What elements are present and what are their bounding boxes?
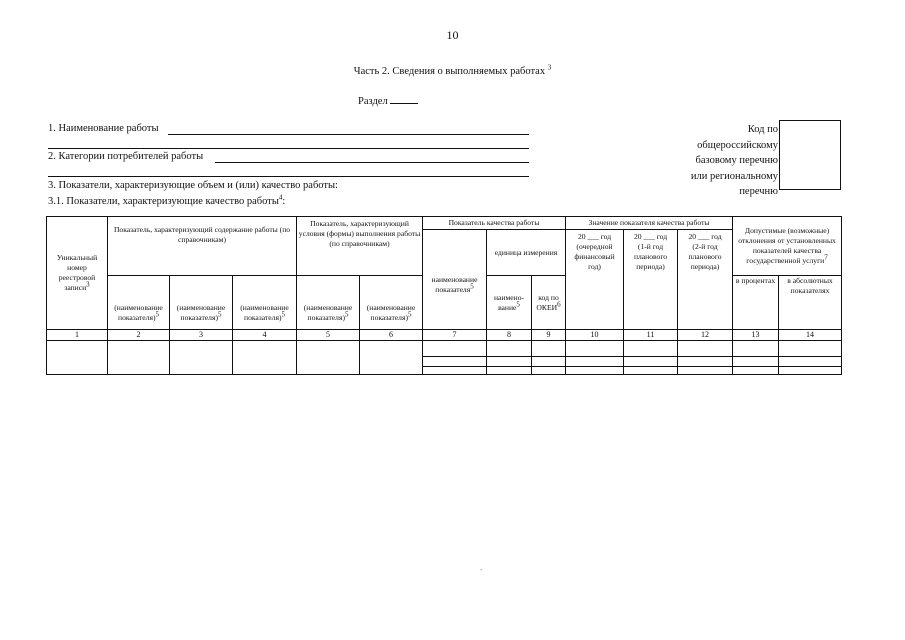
- part-title-text: Часть 2. Сведения о выполняемых работах: [353, 66, 546, 77]
- page-number: 10: [446, 28, 459, 42]
- section-number-blank[interactable]: [390, 94, 418, 104]
- table-cell[interactable]: [233, 341, 297, 375]
- table-cell[interactable]: [624, 341, 678, 357]
- unique-header-text: Уникальный номер реестровой записи: [56, 253, 98, 292]
- conditions-sub-1: [297, 276, 360, 330]
- registry-code-box[interactable]: [779, 120, 841, 190]
- code-label-line: базовому перечню: [695, 155, 778, 166]
- table-cell[interactable]: [532, 367, 566, 375]
- col-number: 3: [170, 330, 233, 341]
- table-cell[interactable]: [779, 357, 842, 367]
- col-number: 13: [733, 330, 779, 341]
- quality-indicators-table: [46, 216, 842, 375]
- okei-header: [532, 276, 566, 330]
- content-sub-3: [233, 276, 297, 330]
- consumer-categories-line[interactable]: [215, 162, 529, 163]
- table-cell[interactable]: [779, 341, 842, 357]
- table-cell[interactable]: [779, 367, 842, 375]
- section-label: Раздел: [358, 96, 388, 107]
- quality-indicators-label: [48, 193, 286, 207]
- percent-header: в процентах: [733, 276, 779, 330]
- code-label-line: Код по: [747, 124, 778, 135]
- table-cell[interactable]: [678, 367, 733, 375]
- table-cell[interactable]: [423, 341, 487, 357]
- conditions-header: Показатель, характеризующий условия (формы) выполнения работы (по справочникам): [297, 217, 423, 276]
- table-cell[interactable]: [423, 357, 487, 367]
- table-cell[interactable]: [487, 367, 532, 375]
- quality-indicators-colon: :: [282, 196, 286, 207]
- table-cell[interactable]: [360, 341, 423, 375]
- year1-year: 20 ___ год: [577, 232, 612, 241]
- col-number: 6: [360, 330, 423, 341]
- sub-indicator-text: (наименование показателя): [366, 303, 416, 322]
- content-header: Показатель, характеризующий содержание работы (по справочникам): [108, 217, 297, 276]
- sub-indicator-text: (наименование показателя): [240, 303, 289, 322]
- table-cell[interactable]: [678, 357, 733, 367]
- work-name-label: 1. Наименование работы: [48, 123, 159, 134]
- table-cell[interactable]: [532, 357, 566, 367]
- col-number: 8: [487, 330, 532, 341]
- table-cell[interactable]: [624, 357, 678, 367]
- table-cell[interactable]: [170, 341, 233, 375]
- section-line: [358, 94, 418, 107]
- content-sub-2: [170, 276, 233, 330]
- col-number: 1: [47, 330, 108, 341]
- table-cell[interactable]: [624, 367, 678, 375]
- year3-year: 20 ___ год: [688, 232, 722, 241]
- deviation-header: [733, 217, 842, 276]
- footnote-ref: 3: [86, 280, 90, 289]
- year2-header: [624, 230, 678, 330]
- value-header: Значение показателя качества работы: [566, 217, 733, 230]
- footnote-ref: 5: [217, 310, 222, 319]
- col-number: 5: [297, 330, 360, 341]
- table-cell[interactable]: [733, 357, 779, 367]
- footnote-ref: 5: [470, 282, 474, 291]
- col-number: 10: [566, 330, 624, 341]
- scan-mark: `: [480, 568, 483, 577]
- table-row: [47, 341, 842, 357]
- footnote-ref: 4: [278, 193, 283, 202]
- code-label-line: общероссийскому: [697, 139, 778, 151]
- footnote-ref: 5: [281, 310, 285, 319]
- indicator-name-text: наименование показателя: [431, 275, 478, 294]
- year1-header: [566, 230, 624, 330]
- quality-header: Показатель качества работы: [423, 217, 566, 230]
- col-number: 2: [108, 330, 170, 341]
- table-cell[interactable]: [566, 367, 624, 375]
- deviation-header-text: Допустимые (возможные) отклонения от установленных показателей качества государственной услуги: [738, 226, 836, 265]
- content-sub-1: [108, 276, 170, 330]
- table-cell[interactable]: [566, 357, 624, 367]
- code-label-line: или региональному: [690, 170, 778, 182]
- col-number: 9: [532, 330, 566, 341]
- table-cell[interactable]: [678, 341, 733, 357]
- year3-header: [678, 230, 733, 330]
- col-number: 14: [779, 330, 842, 341]
- col-number: 12: [678, 330, 733, 341]
- footnote-ref: 5: [155, 310, 159, 319]
- sub-indicator-text: (наименование показателя): [176, 303, 226, 322]
- table-cell[interactable]: [108, 341, 170, 375]
- footnote-ref: 5: [344, 310, 349, 319]
- col-number: 7: [423, 330, 487, 341]
- table-cell[interactable]: [733, 341, 779, 357]
- indicators-label: 3. Показатели, характеризующие объем и (или) качество работы:: [48, 180, 338, 191]
- table-cell[interactable]: [297, 341, 360, 375]
- table-cell[interactable]: [566, 341, 624, 357]
- footnote-ref: 5: [516, 299, 520, 308]
- unit-name-text: наимено-вание: [493, 292, 525, 312]
- table-cell[interactable]: [487, 341, 532, 357]
- col-number: 11: [624, 330, 678, 341]
- footnote-ref: 5: [407, 310, 412, 319]
- table-cell[interactable]: [733, 367, 779, 375]
- table-cell[interactable]: [47, 341, 108, 375]
- footnote-ref: 7: [824, 253, 828, 262]
- year1-desc: (очередной финансовый год): [574, 242, 615, 271]
- indicator-name-header: [423, 230, 487, 330]
- quality-indicators-text: 3.1. Показатели, характеризующие качество работы: [48, 196, 279, 207]
- code-label-line: перечню: [739, 186, 778, 197]
- footnote-ref: 6: [557, 299, 561, 308]
- year2-year: 20 ___ год: [633, 232, 668, 241]
- okei-text: код по ОКЕИ: [536, 292, 559, 312]
- table-cell[interactable]: [423, 367, 487, 375]
- table-cell[interactable]: [487, 357, 532, 367]
- footnote-ref: 3: [547, 63, 552, 72]
- unit-header: единица измерения: [487, 230, 566, 276]
- year3-desc: (2-й год планового периода): [688, 242, 722, 271]
- col-number: 4: [233, 330, 297, 341]
- conditions-sub-2: [360, 276, 423, 330]
- sub-indicator-text: (наименование показателя): [303, 303, 353, 322]
- work-name-line[interactable]: [168, 134, 529, 135]
- table-cell[interactable]: [532, 341, 566, 357]
- unit-name-header: [487, 276, 532, 330]
- work-name-line-2[interactable]: [48, 148, 529, 149]
- col-unique-header: [47, 217, 108, 330]
- year2-desc: (1-й год планового периода): [633, 242, 668, 271]
- part-title: [0, 63, 905, 77]
- registry-code-label: [640, 122, 778, 200]
- sub-indicator-text: (наименование показателя): [114, 303, 163, 322]
- consumer-categories-label: 2. Категории потребителей работы: [48, 151, 204, 162]
- consumer-categories-line-2[interactable]: [48, 176, 529, 177]
- absolute-header: в абсолютных показателях: [779, 276, 842, 330]
